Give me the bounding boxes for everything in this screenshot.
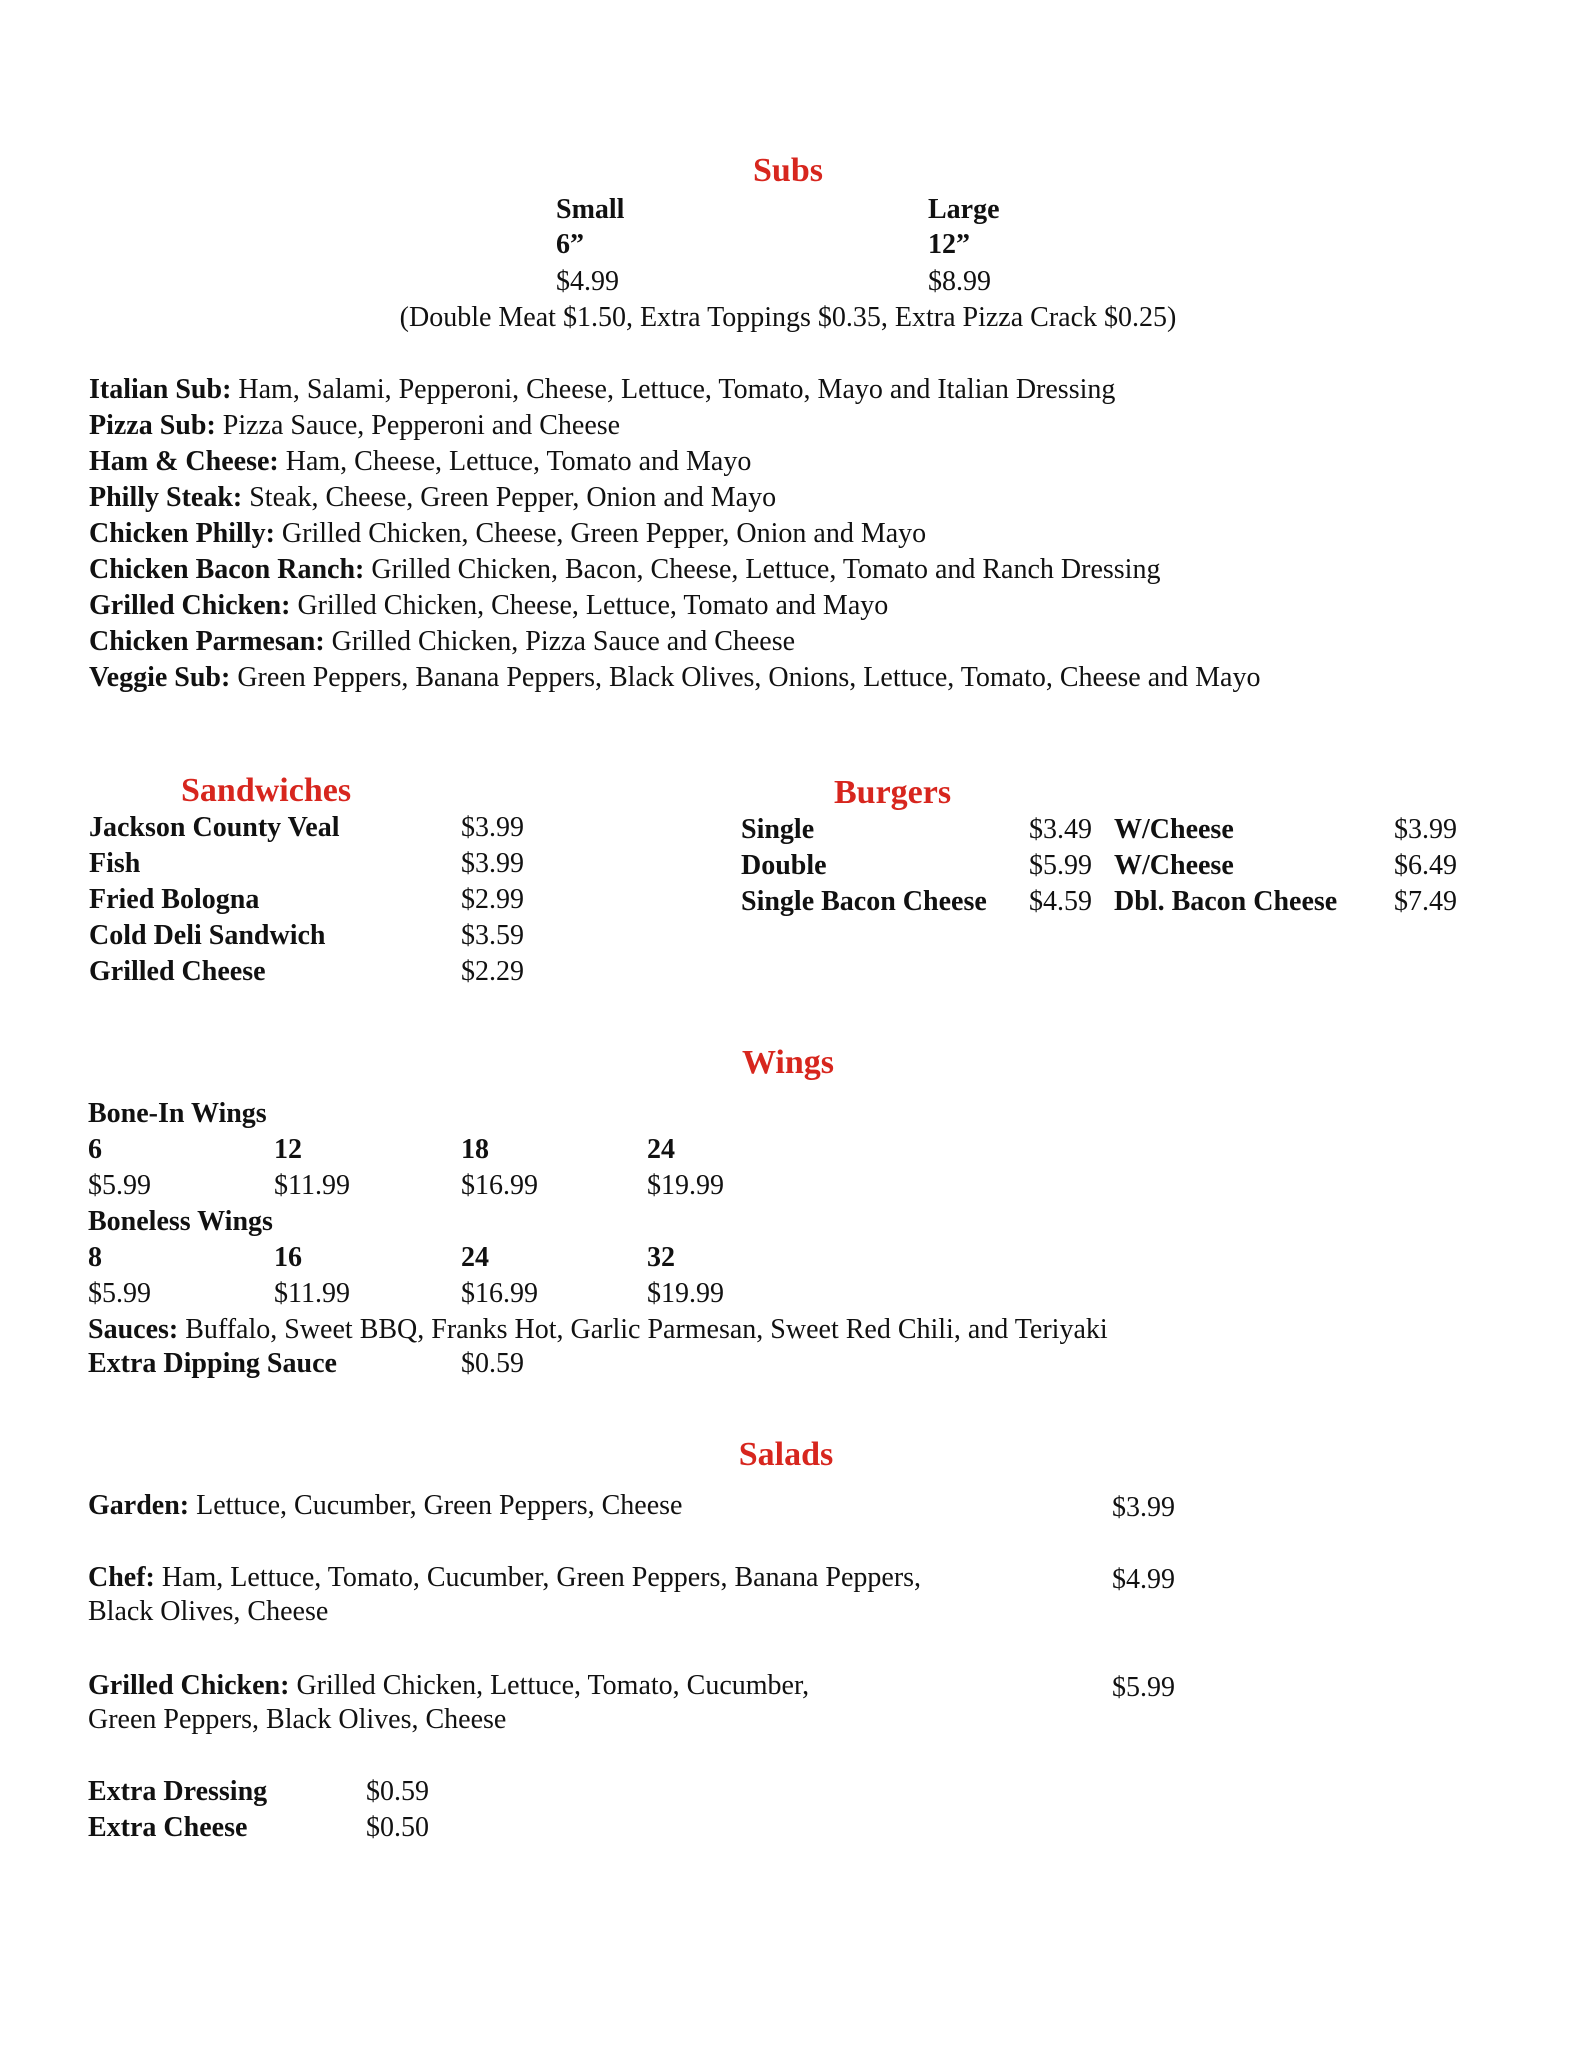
burger-alt-price: $7.49 (1394, 886, 1457, 917)
list-item (89, 664, 1260, 692)
bone-in-wings-label: Bone-In Wings (88, 1098, 267, 1129)
wing-count: 16 (274, 1242, 302, 1273)
salads-heading: Salads (738, 1436, 834, 1473)
list-item (89, 628, 795, 656)
sauces-label: Sauces: (88, 1314, 179, 1345)
sandwich-name: Fried Bologna (89, 884, 260, 915)
wing-count: 18 (461, 1134, 489, 1165)
salad-desc: Grilled Chicken, Lettuce, Tomato, Cucumber, (289, 1670, 810, 1701)
list-item (88, 1492, 682, 1520)
sandwich-price: $3.99 (461, 848, 524, 879)
list-item (89, 412, 620, 440)
salad-desc-continued: Black Olives, Cheese (88, 1596, 329, 1627)
wing-price: $11.99 (274, 1170, 350, 1201)
wing-count: 24 (647, 1134, 675, 1165)
item-desc: Pizza Sauce, Pepperoni and Cheese (215, 410, 621, 441)
wing-count: 24 (461, 1242, 489, 1273)
salad-extra-name: Extra Dressing (88, 1776, 268, 1807)
list-item (89, 484, 776, 512)
wings-heading: Wings (742, 1044, 834, 1081)
sandwich-name: Cold Deli Sandwich (89, 920, 326, 951)
salad-extra-price: $0.50 (366, 1812, 429, 1843)
sub-size-name-small: Small (556, 194, 625, 225)
burger-alt-price: $6.49 (1394, 850, 1457, 881)
salad-name: Grilled Chicken: (88, 1670, 290, 1701)
wing-price: $5.99 (88, 1278, 151, 1309)
sandwich-name: Grilled Cheese (89, 956, 266, 987)
sub-size-price-small: $4.99 (556, 266, 619, 297)
item-desc: Grilled Chicken, Cheese, Lettuce, Tomato and Mayo (290, 590, 889, 621)
sub-size-name-large: Large (928, 194, 1000, 225)
salad-price: $3.99 (1112, 1492, 1175, 1523)
list-item (89, 556, 1160, 584)
sandwich-name: Fish (89, 848, 141, 879)
item-desc: Green Peppers, Banana Peppers, Black Olives, Onions, Lettuce, Tomato, Cheese and Mayo (230, 662, 1261, 693)
wing-price: $16.99 (461, 1170, 538, 1201)
item-name: Chicken Bacon Ranch: (89, 554, 365, 585)
burgers-heading: Burgers (834, 774, 952, 811)
item-name: Chicken Philly: (89, 518, 275, 549)
wing-count: 12 (274, 1134, 302, 1165)
item-name: Pizza Sub: (89, 410, 216, 441)
sandwiches-heading: Sandwiches (181, 772, 352, 809)
salad-desc: Lettuce, Cucumber, Green Peppers, Cheese (189, 1490, 683, 1521)
subs-extras-note: (Double Meat $1.50, Extra Toppings $0.35, Extra Pizza Crack $0.25) (399, 302, 1177, 333)
item-name: Chicken Parmesan: (89, 626, 325, 657)
wing-sauces (88, 1316, 1108, 1344)
item-name: Grilled Chicken: (89, 590, 291, 621)
wing-price: $5.99 (88, 1170, 151, 1201)
item-desc: Grilled Chicken, Cheese, Green Pepper, Onion and Mayo (274, 518, 927, 549)
item-desc: Grilled Chicken, Bacon, Cheese, Lettuce, Tomato and Ranch Dressing (364, 554, 1161, 585)
item-name: Ham & Cheese: (89, 446, 279, 477)
wing-price: $19.99 (647, 1278, 724, 1309)
list-item (89, 592, 888, 620)
salad-price: $4.99 (1112, 1564, 1175, 1595)
burger-price: $4.59 (1029, 886, 1092, 917)
boneless-wings-label: Boneless Wings (88, 1206, 273, 1237)
burger-alt-name: Dbl. Bacon Cheese (1114, 886, 1338, 917)
item-desc: Ham, Salami, Pepperoni, Cheese, Lettuce, Tomato, Mayo and Italian Dressing (231, 374, 1116, 405)
item-name: Veggie Sub: (89, 662, 231, 693)
subs-heading: Subs (753, 152, 823, 189)
wing-count: 8 (88, 1242, 102, 1273)
list-item (89, 376, 1115, 404)
sandwich-price: $3.59 (461, 920, 524, 951)
burger-price: $5.99 (1029, 850, 1092, 881)
wing-price: $11.99 (274, 1278, 350, 1309)
sub-size-length-small: 6” (556, 229, 584, 260)
salad-name: Chef: (88, 1562, 155, 1593)
item-desc: Grilled Chicken, Pizza Sauce and Cheese (324, 626, 796, 657)
list-item (89, 520, 926, 548)
list-item (89, 448, 751, 476)
salad-extra-price: $0.59 (366, 1776, 429, 1807)
salad-extra-name: Extra Cheese (88, 1812, 248, 1843)
burger-name: Single (741, 814, 815, 845)
salad-name: Garden: (88, 1490, 190, 1521)
burger-alt-price: $3.99 (1394, 814, 1457, 845)
wing-count: 32 (647, 1242, 675, 1273)
sub-size-price-large: $8.99 (928, 266, 991, 297)
salad-desc: Ham, Lettuce, Tomato, Cucumber, Green Peppers, Banana Peppers, (154, 1562, 922, 1593)
burger-alt-name: W/Cheese (1114, 850, 1234, 881)
wing-count: 6 (88, 1134, 102, 1165)
burger-alt-name: W/Cheese (1114, 814, 1234, 845)
item-desc: Ham, Cheese, Lettuce, Tomato and Mayo (278, 446, 752, 477)
burger-price: $3.49 (1029, 814, 1092, 845)
salad-price: $5.99 (1112, 1672, 1175, 1703)
burger-name: Single Bacon Cheese (741, 886, 987, 917)
item-desc: Steak, Cheese, Green Pepper, Onion and Mayo (242, 482, 777, 513)
burger-name: Double (741, 850, 827, 881)
sandwich-price: $2.29 (461, 956, 524, 987)
item-name: Italian Sub: (89, 374, 232, 405)
extra-dipping-sauce-price: $0.59 (461, 1348, 524, 1379)
list-item (88, 1672, 809, 1700)
salad-desc-continued: Green Peppers, Black Olives, Cheese (88, 1704, 507, 1735)
sauces-list: Buffalo, Sweet BBQ, Franks Hot, Garlic Parmesan, Sweet Red Chili, and Teriyaki (178, 1314, 1108, 1345)
sandwich-name: Jackson County Veal (89, 812, 340, 843)
wing-price: $19.99 (647, 1170, 724, 1201)
wing-price: $16.99 (461, 1278, 538, 1309)
extra-dipping-sauce-label: Extra Dipping Sauce (88, 1348, 337, 1379)
sub-size-length-large: 12” (928, 229, 970, 260)
item-name: Philly Steak: (89, 482, 243, 513)
sandwich-price: $2.99 (461, 884, 524, 915)
list-item (88, 1564, 921, 1592)
sandwich-price: $3.99 (461, 812, 524, 843)
